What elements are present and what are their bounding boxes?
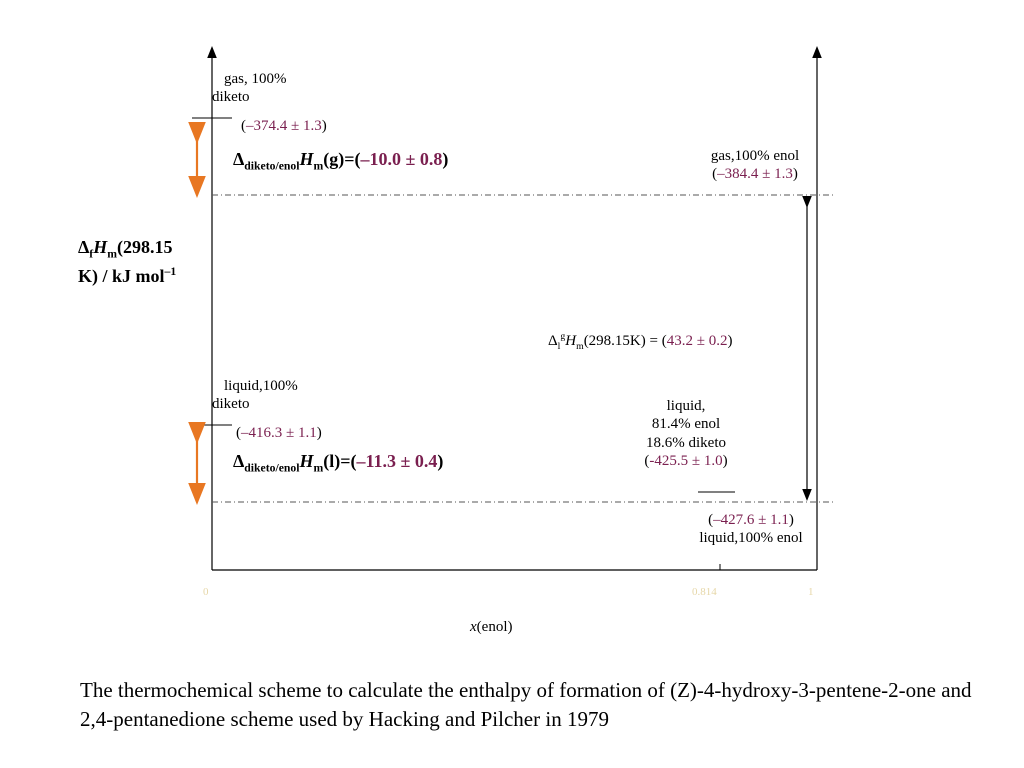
- y-axis-label-part2: K) / kJ mol: [78, 266, 165, 287]
- gas-diketo-value: (–374.4 ± 1.3): [241, 118, 327, 134]
- gas-diketo-label: gas, 100% diketo: [212, 71, 287, 106]
- y-axis-label-part1: (298.15: [116, 237, 173, 257]
- x-tick-label-0814: 0.814: [692, 586, 717, 598]
- liquid-diketo-label: liquid,100% diketo: [212, 378, 298, 413]
- liquid-diketo-value: (–416.3 ± 1.1): [236, 425, 322, 441]
- y-axis-label: $\Delta_fH_m(298.15$ K) / kJ mol$^{-1}$: [78, 237, 177, 287]
- delta-gas-label: $\Delta_{diketo/enol}H_m(g)=(-10.0 \pm 0.8)$: [233, 149, 449, 173]
- delta-liquid-label: $\Delta_{diketo/enol}H_m(l)=(-11.3 \pm 0.4)$: [233, 451, 444, 475]
- gas-enol-label: gas,100% enol (–384.4 ± 1.3): [710, 148, 800, 183]
- liquid-mix-label: liquid, 81.4% enol 18.6% diketo (-425.5 ± 1.0): [644, 398, 728, 469]
- figure-caption: The thermochemical scheme to calculate the enthalpy of formation of (Z)-4-hydroxy-3-pentene-2-one and 2,4-pentanedione scheme used by Hacking and Pilcher in 1979: [80, 678, 972, 731]
- x-tick-label-1: 1: [808, 586, 814, 598]
- x-tick-label-0: 0: [203, 586, 209, 598]
- x-axis-label: x(enol): [470, 619, 513, 635]
- vaporization-label: $\Delta_l^gH_m(298.15K) = (43.2 \pm 0.2)$: [548, 331, 733, 352]
- liquid-enol-label: (–427.6 ± 1.1) liquid,100% enol: [699, 512, 803, 547]
